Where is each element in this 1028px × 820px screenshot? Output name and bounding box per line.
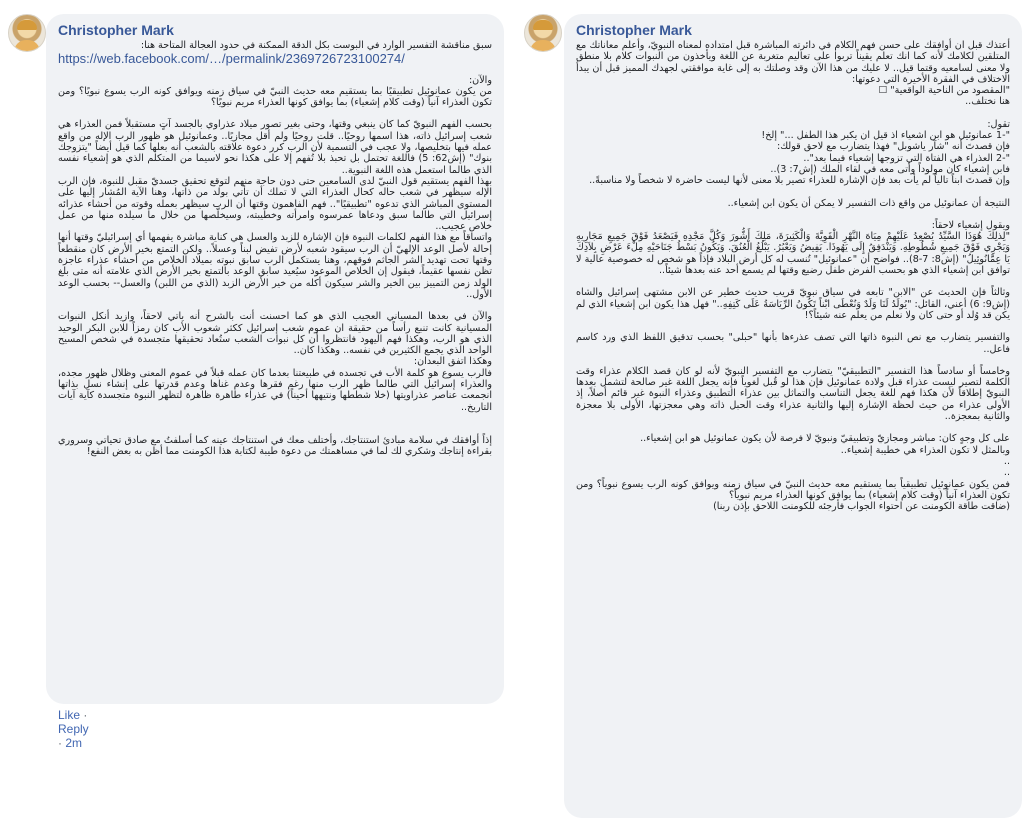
comment-paragraph: "-2 العذراء هي الفتاة التي تزوجها إشعياء فيما بعد".. xyxy=(803,152,1010,164)
avatar-shoulders xyxy=(530,40,556,52)
comment-paragraph xyxy=(576,422,1010,433)
comment-paragraph xyxy=(576,108,1010,119)
comment-paragraphs xyxy=(572,40,1010,513)
comment-paragraph: فإن قصدتَ أنه "شآر ياشوبل" فهذا يتضارب مع لاحق قولك: xyxy=(776,141,1010,153)
comment-paragraph: النتيجة أن عمانوئيل من واقع ذات التفسير لا يمكن أن يكون ابن إشعياء.. xyxy=(727,197,1010,209)
comment-paragraph xyxy=(58,413,492,424)
comment-bubble xyxy=(46,14,504,704)
timestamp[interactable]: 2m xyxy=(65,736,83,750)
comment-paragraph xyxy=(576,355,1010,366)
comment-paragraph: وخامساً أو سادساً هذا التفسير "التطبيقيّ" يتضارب مع التفسير النبويّ لأنه لو كان قصد الكلام عذراء وقت الكلمة لتصير ليست عذراء قبل ولادة عمانوئيل فإن هذا لو قُبل لغوياً فإنه يجعل اللغة غير صالحة لتشمل بعدها النبويّ إطلاقاً لأن هكذا فهم للغة يجعل التناسب والتماثل بين عذراء التطبيق وعذراء النبوة غير قائم أصلاً، إذ الأولى عذراء من حيث لحظة الإشارة إليها والثانية عذراء وقت الحبل ذاته وهي معجزتها، الأولى بلا معجزة والثانية بمعجزة.. xyxy=(572,365,1010,423)
comment-paragraph: ويقول إشعياء لاحقاً: xyxy=(931,219,1010,231)
comment-paragraph: وهكذا اتفق البعدان: xyxy=(413,356,492,368)
comment-paragraph xyxy=(576,276,1010,287)
comment-paragraph xyxy=(576,209,1010,220)
comment-paragraph xyxy=(576,187,1010,198)
comment-paragraph: أعتذك قبل ان أوافقك على حسن فهم الكلام في دائرته المباشرة قبل امتداده لمعناه النبويّ، وأعلم معاناتك مع المتلقين لكلامك لأنه كما انك تعلم يقيناً تربوا على تعاليم متغربة عن اللغة ويأخذون من النبوات كلام بلا منطق ولا معنى لسامعيه وقتما قيل.. لا عليك من هذا الآن وقد وصلتك به إلى غاية موافقتي لجهدك المميز قبل أن يبدأ الاختلاف في الفقرة الأخيرة التي دعوتها: xyxy=(572,40,1010,85)
comment-paragraph: وثالثاً فإن الحديث عن "الابن" تابعه في سياق نبويّ قريب حديث خطير عن الابن مشتهى إسرائيل والشاه (إش9: 6) أعني، القائل: "يُولَدُ لَنَا وَلَدٌ وَنُعْطَى ابْناً تَكُونُ الرِّيَاسَةُ عَلَى كَتِفِهِ.." فهل هذا يكون ابن إشعياء الذي لم يكن قد وُلد أو حتى كان ولا نعلم من يعلم عنه شيئاً؟! xyxy=(572,287,1010,321)
comment-paragraph: "لِذلِكَ هُوَذَا السَّيِّدُ يُصْعِدُ عَلَيْهِمْ مِيَاهَ النَّهْرِ الْقَوِيَّةَ وَالْكَثِيرَةَ، مَلِكَ أَشُّورَ وَكُلَّ مَجْدِهِ فَيَصْعَدُ فَوْقَ جَمِيعِ مَجَارِيهِ وَيَجْرِي فَوْقَ جَمِيعِ شُطُوطِهِ. وَيَنْدَفِقُ إِلَى يَهُوذَا. يَفِيضُ وَيَعْبُرُ. يَبْلُغُ الْعُنُقَ. وَيَكُونُ بَسْطُ جَنَاحَيْهِ مِلْءَ عَرْضِ بِلاَدِكَ يَا عِمَّانُوئِيلُ" (إش8: 7-8).. فواضح أن "عمانوئيل" تُنسب له كل أرض البلاد فإذاً هو شخص له خصوصية عالية لا توافق ابن إشعياء الذي هو بحسب الفرض طفل رضيع وقتها لم يسمع أحد عنه بعدها شيئاً.. xyxy=(572,231,1010,277)
reply-button[interactable]: Reply xyxy=(58,722,89,736)
comment-paragraph: وإن قصدتَ ابناً تالياً لم يأت بعد فإن الإشارة للعذراء تصير بلا معنى لأنها ليست حاضرة لا شخصاً ولا مناسبةً.. xyxy=(589,175,1010,187)
comment-paragraph: فالرب يسوع هو كلمة الأب في تجسده في طبيعتنا بعدما كان عمله قبلاً في عموم المعنى وظلال ظهور مجده، والعذراء إسرائيل التي طالما ظهر الرب منها رغم فقرها وعدم غناها وعدم قدرتها على إنشاء نسل بذاتها انجمعت عناصر عذراويتها (خلا شططها ونتيهها أحيناً) في عذراء طاهرة ظاهرة لتظهر النبوة متجسدة كآية آيات التاريخ.. xyxy=(54,367,492,413)
avatar-hair xyxy=(533,20,553,30)
comment-paragraph: والآن: xyxy=(468,74,492,86)
comment-paragraph: إذاً أوافقك في سلامة مبادئ استنتاجك، وأختلف معك في استنتاجك عينه كما أسلفتُ مع صادق تحياتي وسروري بقراءة إنتاجك وشكري لك لما في مساهمتك من دعوة طيبة لكتابة هذا الكومنت مما أظن به بعض النفع! xyxy=(54,434,492,458)
comment-paragraph: فمن يكون عمانوئيل تطبيقياً بما يستقيم معه حديث النبيّ في سياق زمنه ويوافق كونه الرب يسوع نبوياً؟ ومن تكون العذراء آنياً (وقت كلام إشعياء) بما يوافق كونها العذراء مريم نبوياً؟ xyxy=(572,478,1010,501)
separator: · xyxy=(58,736,62,750)
comment-paragraph: والآن في بعدها المسياني العجيب الذي هو كما احسنت أنت بالشرح أنه ياتي لاحقاً، وازيد أنكل النبوات المسيانية كانت تنبع رأساً من حقيقة ان عموم شعب إسرائيل ككثر شعوب الأب كان رمزاً للابن البكر الوحيد الذي هو الرب، وهكذا فهم اليهود فانتظروا أن كل نبوات الشعب ستُعاد تحقيقها متجسدة في شخص المسيح الواحد الذي يجمع الكثيرين في نفسه.. وهكذا كان.. xyxy=(54,311,492,357)
comment-paragraph: بحسب الفهم النبويّ كما كان ينبغي وقتها، وحتى بغير تصور ميلاد عذراوي بالجسد آتٍ مستقبلاً فمن العذراء هي شعب إسرائيل ذاته، هذا اسمها روحيًا.. قلت روحيًا ولم أقل مجازيًا.. وعمانوئيل هو ظهور الرب الإله من واقع عمله فيها بتخليصها، ولا عجب في التسمية لأن الرب كرر دعوة علاقته بالشعب أنه بعلها كما قيل أيضاً "يتزوجك بنوك" (إش62: 5) فاللغة تحتمل بل تحبذ بلا تُفهم إلا على هكذا نحو لاسيما من المتكلم الذي هو إشعياء نفسه الذي طالما استعمل هذه اللغة النبوية.. xyxy=(54,119,492,176)
comment-paragraphs xyxy=(54,74,492,458)
comment-paragraph: والتفسير يتضارب مع نص النبوة ذاتها التي تصف عذرءها بأنها "حبلى" بحسب تدقيق اللفظ الذي ورد كاسم فاعل.. xyxy=(572,332,1010,355)
avatar[interactable] xyxy=(524,14,562,52)
comment-paragraph xyxy=(58,300,492,311)
comment-paragraph: .. xyxy=(1003,455,1010,467)
avatar-shoulders xyxy=(14,40,40,52)
comment-author[interactable]: Christopher Mark xyxy=(58,22,174,38)
comment-paragraph xyxy=(58,424,492,435)
avatar[interactable] xyxy=(8,14,46,52)
comment-paragraph xyxy=(58,108,492,119)
permalink-link[interactable]: https://web.facebook.com/…/permalink/2369726723100274/ xyxy=(58,51,405,67)
comment-body xyxy=(572,40,1010,513)
comment-text: سبق مناقشة التفسير الوارد في البوست بكل الدقة الممكنة في حدود العجالة المتاحة هنا: xyxy=(140,40,492,51)
comment-paragraph: من يكون عمانوئيل تطبيقيًا بما يستقيم معه حديث النبيّ في سياق زمنه ويوافق كونه الرب يسوع نبويًا؟ ومن تكون العذراء آنياً (وقت كلام إشعياء) بما يوافق كونها العذراء مريم نبويًا؟ xyxy=(54,85,492,109)
comment-paragraph: بهذا الفهم يستقيم قول النبيّ لدى السامعين حتى دون حاجة منهم لتوقع تحقيق جسديّ مقبل للنبوة، فإن الرب الإله سيظهر في شعب حاله كحال العذراء التي لا تملك أن تأتي بولد من ذاتها، وهنا الآية المُشار إليها على المستوى المباشر الذي تدعوه "تطبيقيًا".. فهم الفاهمون وقتها أن الرب سيظهر بعمله وقوته من أحشاء عذرائه إسرائيل التي طالما سبق ودعاها عمرسوه وامرأته وخطيبته، وسيخلّصها من خلال ما سيلده منها من عمل خلاص عجيب.. xyxy=(54,175,492,233)
comment-paragraph: "-1 عمانوئيل هو ابن اشعياء اذ قيل ان يكبر هذا الطفل ..." إلخ! xyxy=(761,130,1010,142)
comment-author[interactable]: Christopher Mark xyxy=(576,22,692,38)
comment-bubble xyxy=(564,14,1022,818)
comment-paragraph xyxy=(576,321,1010,332)
comment-body xyxy=(54,40,492,458)
comment-paragraph: "المقصود من الناحية الواقعية" ☐ xyxy=(878,85,1010,97)
comment-paragraph: تقول: xyxy=(987,118,1010,130)
comment-paragraph: وبالمثل لا تكون العذراء هي خطيبة إشعياء.. xyxy=(840,444,1010,456)
comment-paragraph: واتساقاً مع هذا الفهم لكلمات النبوة فإن الإشارة للزبد والعسل هي كناية مباشرة يفهمها أي إسرائيليّ وقتها أنها إحالة لأصل الوعد الإلهيّ أن الرب سيقود شعبه لأرض تفيض لبناً وعسلاً.. ولكن التمتع بخير الأرض كان منقطعاً وقتها تحت تهديد الشر الجاثم فوقهم، وهنا يستكمل الرب سابق نبوته بميلاد الخلاص من أحشاء عذراء عاجزة تظن نفسها عقيماً، فيقول إن الخلاص الموعود سيُعيد سابق الوعد بالتمتع بخير الأرض الذي علامته أنه متى بلغ الولد زمن التمييز بين الخير والشر سيكون أكله من خير الأرض الزبد (الذي من اللبن) والعسل-- بحسب الوعد الأول.. xyxy=(54,232,492,300)
avatar-hair xyxy=(17,20,37,30)
separator: · xyxy=(83,708,88,722)
comment-paragraph: فابن إشعياء كان مولوداً وأتى معه في لقاء الملك (إش7: 3).. xyxy=(770,163,1010,175)
comment-paragraph: (ضاقت طاقة الكومنت عن احتواء الجواب فأرجئه للكومنت اللاحق بإذن ربنا) xyxy=(713,501,1010,513)
comment-paragraph: هنا نختلف.. xyxy=(965,96,1010,108)
comment-paragraph: .. xyxy=(1003,467,1010,479)
like-button[interactable]: Like xyxy=(58,708,81,722)
comment-paragraph: على كل وجهٍ كان: مباشر ومجازيّ وتطبيقيّ ونبويّ لا فرصة لأن يكون عمانوئيل هو ابن إشعياء.. xyxy=(640,433,1010,445)
comment-actions xyxy=(58,708,89,750)
